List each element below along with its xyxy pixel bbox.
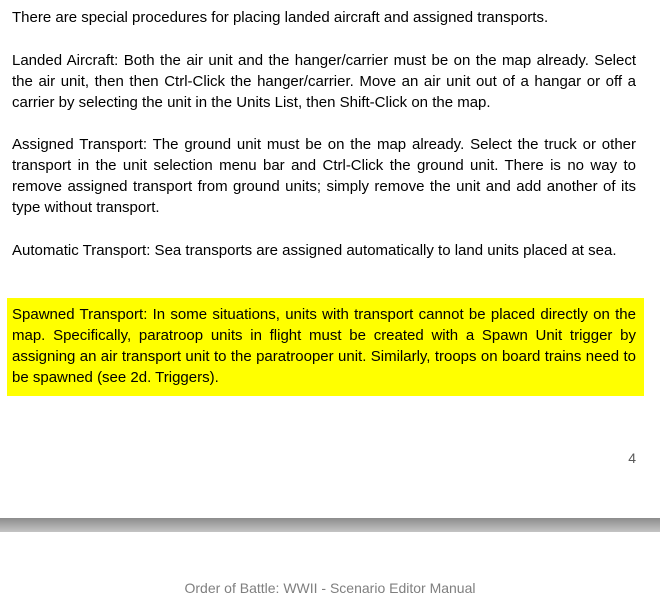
page-number: 4	[628, 450, 636, 466]
page-separator	[0, 518, 660, 532]
assigned-transport-paragraph: Assigned Transport: The ground unit must be on the map already. Select the truck or other transport in the unit selection menu bar and Ctrl-Click the ground unit. There is no way to remove assigned transport from ground units; simply remove the unit and add another of its type without transport.	[12, 136, 636, 216]
landed-aircraft-paragraph: Landed Aircraft: Both the air unit and the hanger/carrier must be on the map already. Select the air unit, then then Ctrl-Click the hanger/carrier. Move an air unit out of a hangar or off a carrier by selecting the unit in the Units List, then Shift-Click on the map.	[12, 52, 636, 111]
page-footer	[0, 532, 660, 608]
spawned-transport-paragraph: Spawned Transport: In some situations, units with transport cannot be placed directly on the map. Specifically, paratroop units in flight must be created with a Spawn Unit trigger by assigning an air transport unit to the paratrooper unit. Similarly, troops on board trains need to be spawned (see 2d. Triggers).	[12, 306, 636, 386]
footer-title: Order of Battle: WWII - Scenario Editor Manual	[184, 580, 476, 596]
automatic-transport-paragraph: Automatic Transport: Sea transports are assigned automatically to land units placed at sea.	[12, 242, 617, 259]
intro-paragraph: There are special procedures for placing landed aircraft and assigned transports.	[12, 9, 549, 26]
